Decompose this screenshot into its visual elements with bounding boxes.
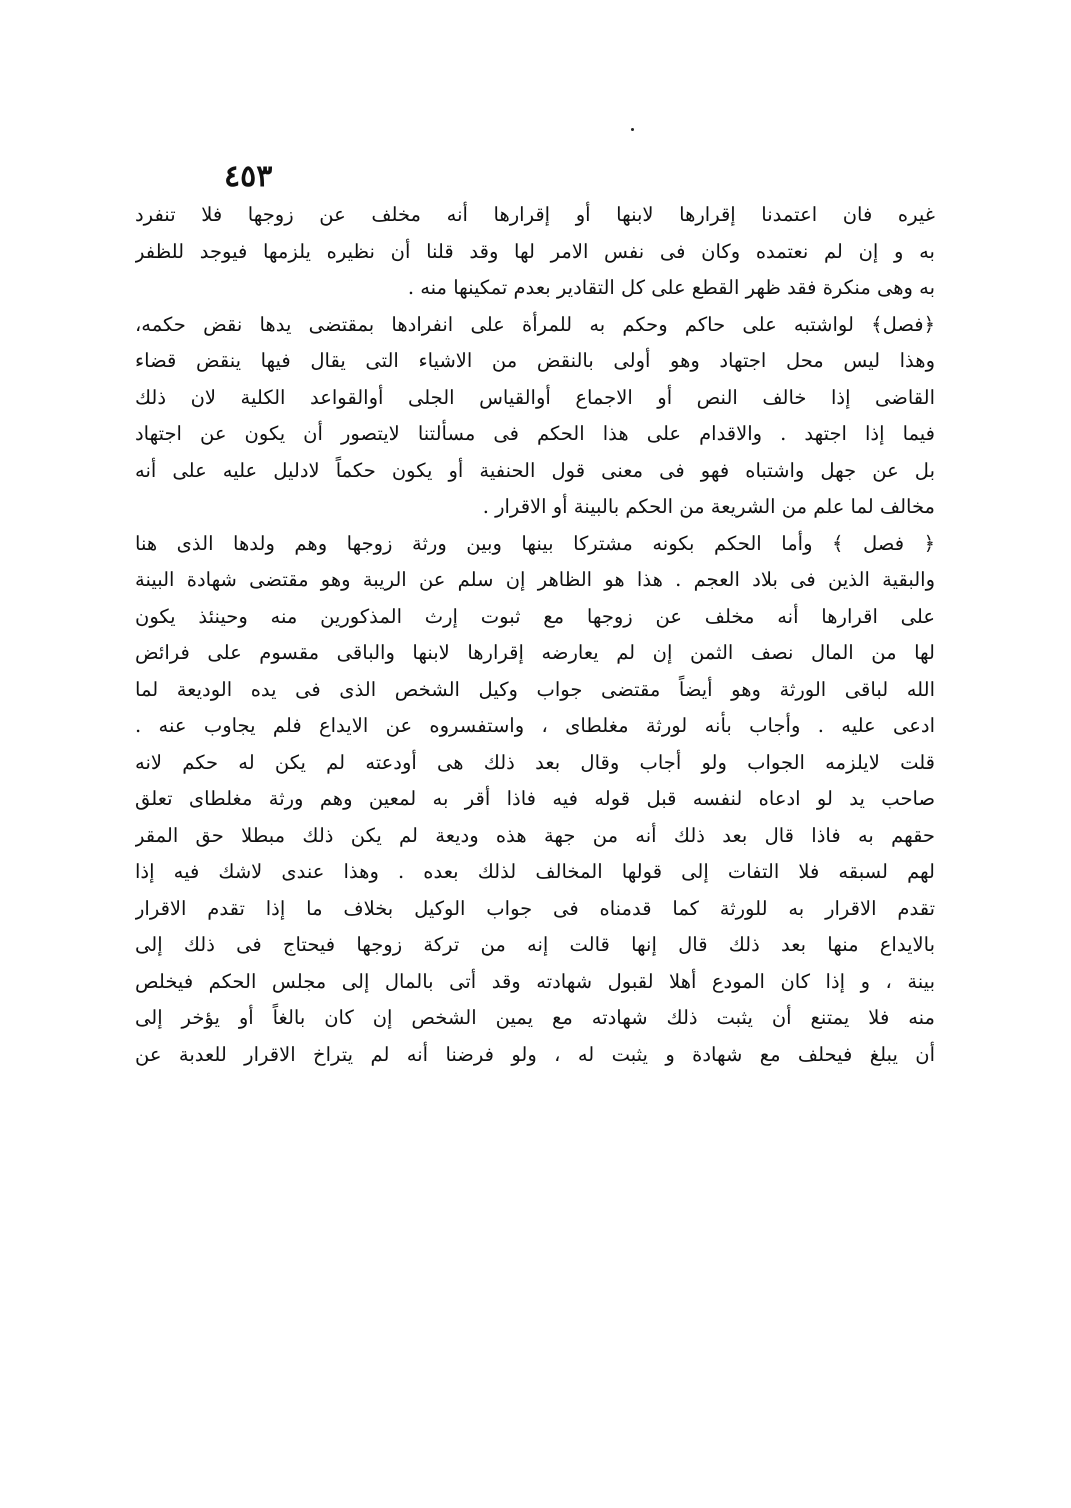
text-line: أن يبلغ فيحلف مع شهادة و يثبت له ، ولو فرضنا أنه لم يتراخ الاقرار للعدبة عن [135, 1042, 935, 1066]
text-line: منه فلا يمتنع أن يثبت ذلك شهادته مع يمين الشخص إن كان بالغاً أو يؤخر إلى [135, 1006, 935, 1029]
section-heading-line: ﴿ فصل ﴾ وأما الحكم بكونه مشتركا بينها وبين ورثة زوجها وهم ولدها الذى هنا [135, 531, 935, 555]
text-line: وهذا ليس محل اجتهاد وهو أولى بالنقض من الاشياء التى يقال فيها ينقض قضاء [135, 349, 935, 372]
text-line: حقهم به فاذا قال بعد ذلك أنه من جهة هذه وديعة لم يكن ذلك مبطلا حق المقر [135, 823, 935, 847]
section-heading-line: ﴿فصل﴾ لواشتبه على حاكم وحكم به للمرأة على انفرادها بمقتضى يدها نقض حكمه، [135, 312, 935, 336]
text-line: غيره فان اعتمدنا إقرارها لابنها أو إقرارها أنه مخلف عن زوجها فلا تنفرد [135, 203, 935, 226]
scan-speck [631, 128, 634, 131]
text-line: ادعى عليه . وأجاب بأنه لورثة مغلطاى ، واستفسروه عن الايداع فلم يجاوب عنه . [135, 714, 935, 737]
text-line: الله لباقى الورثة وهو أيضاً مقتضى جواب وكيل الشخص الذى فى يده الوديعة لما [135, 677, 935, 701]
text-line: قلت لايلزمه الجواب ولو أجاب وقال بعد ذلك هى أودعته لم يكن له حكم لانه [135, 750, 935, 774]
text-line: القاضى إذا خالف النص أو الاجماع أوالقياس الجلى أوالقواعد الكلية لان ذلك [135, 385, 935, 409]
text-line: على اقرارها أنه مخلف عن زوجها مع ثبوت إرث المذكورين منه وحينئذ يكون [135, 604, 935, 628]
text-line: بل عن جهل واشتباه فهو فى معنى قول الحنفية أو يكون حكماً لادليل عليه على أنه [135, 458, 935, 482]
text-line: به و إن لم نعتمده وكان فى نفس الامر لها وقد قلنا أن نظيره يلزمها فيوجد للظفر [135, 239, 935, 263]
text-line: به وهى منكرة فقد ظهر القطع على كل التقادير بعدم تمكينها منه . [407, 276, 935, 299]
text-line: بالايداع منها بعد ذلك قال إنها قالت إنه من تركة زوجها فيحتاج فى ذلك إلى [135, 933, 935, 956]
text-line: لها من المال نصف الثمن إن لم يعارضه إقرارها لابنها والباقى مقسوم على فرائض [135, 641, 935, 664]
text-line: تقدم الاقرار به للورثة كما قدمناه فى جواب الوكيل بخلاف ما إذا تقدم الاقرار [135, 896, 935, 920]
text-line: مخالف لما علم من الشريعة من الحكم بالبينة أو الاقرار . [482, 495, 935, 518]
text-line: صاحب يد لو ادعاه لنفسه قبل قوله فيه فاذا أقر به لمعين وهم ورثة مغلطاى تعلق [135, 787, 935, 810]
page-number: ٤٥٣ [224, 159, 273, 194]
text-line: فيما إذا اجتهد . والاقدام على هذا الحكم فى مسألتنا لايتصور أن يكون عن اجتهاد [135, 422, 935, 445]
text-line: والبقية الذين فى بلاد العجم . هذا هو الظاهر إن سلم عن الريبة وهو مقتضى شهادة البينة [135, 568, 935, 591]
text-line: لهم لسبقه فلا التفات إلى قولها المخالف لذلك بعده . وهذا عندى لاشك فيه إذا [135, 860, 935, 883]
text-line: بينة ، و إذا كان المودع أهلا لقبول شهادته وقد أتى بالمال إلى مجلس الحكم فيخلص [135, 969, 935, 993]
body-text [135, 197, 935, 1073]
